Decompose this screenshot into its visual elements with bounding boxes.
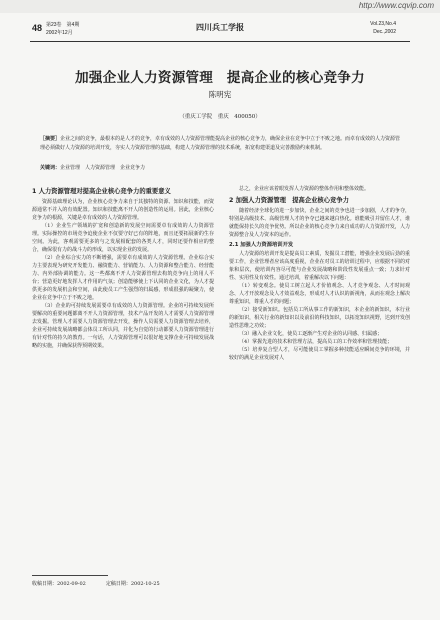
left-column [32, 184, 214, 350]
paragraph: （3）融入企业文化，使员工逐渐产生对企业的认同感、归属感； [239, 331, 383, 337]
right-column [229, 185, 410, 362]
volume-line: 第23卷 第4期 [46, 22, 80, 28]
journal-name: 四川兵工学报 [196, 23, 244, 32]
journal-header [0, 17, 440, 47]
section-1-heading: 1 人力资源管理对提高企业核心竞争力的重要意义 [32, 188, 171, 195]
paragraph: （2）接受新知识。包括员工所从事工作的新知识，本企业的新知识，本行业的新知识，相关行业的新知识以及前沿的科技知识，以拓宽知识视野，达到开发创造性思维之功效； [229, 307, 410, 329]
affiliation: （重庆工学院 重庆 400050） [179, 114, 261, 120]
source-url: http://www.cqvip.com [358, 1, 434, 10]
received-date-footnote: 收稿日期：2002-09-02 定稿日期：2002-10-25 [32, 581, 160, 587]
paragraph: 人力资源的培训开发是提高员工素质，发掘员工潜能，增强企业发展后劲的重要工作，企业管理者应该高度重视，企业在对员工的培训过程中，应根据不同的对象和层次，使培训内容尽可能与企业发展战略和阶段性发展重点一致；力求针对性、实用性及有效性。通过培训，着重解决以下问题： [229, 251, 410, 281]
keywords [40, 164, 405, 171]
date-line: 2002年12月 [46, 30, 73, 36]
abstract-text: 企业之间的竞争，最根本的是人才的竞争，卓有成效的人力资源管理能提高企业的核心竞争力，确保企业在竞争中立于不败之地。而卓有成效的人力资源管理必须做好人力资源的培训开发，夯实人力资源管理的基础，构建人力资源管理的技术系统，拓宽构建渠道及完善激励约束机制。 [40, 136, 401, 151]
page-number: 48 [32, 23, 43, 33]
abstract [40, 135, 405, 153]
volume-en: Vol.23,No.4 [370, 21, 396, 27]
article-title: 加强企业人力资源管理 提高企业的核心竞争力 [75, 70, 365, 86]
paragraph: （5）培养复合型人才，尽可能使员工掌握多种技能适应瞬间竞争的环境，并较好的满足企业发展对人 [229, 347, 410, 361]
keywords-label: 关键词： [40, 165, 61, 171]
paragraph: 资源基础理论认为，企业核心竞争力来自于其独特的资源、知识和技能，而资源通常不并入的有效配置。知识和技能离不开人的创造性的运用。因此，企业核心竞争力的根源，关键是卓有成效的人力资源管理。 [32, 199, 214, 221]
paragraph: （1）转变观念。使员工树立起人才价值观念、人才竞争观念、人才时间观念、人才开放观念及人才效益观念，形成对人才认识的新视角，从而在观念上解决尊重知识，尊重人才的问题； [229, 283, 410, 305]
paragraph: （3）企业的可持续发展需要卓有成效的人力资源管理。企业的可持续发展所要解决的重要问题都离不开人力资源管理，技术产品开发的人才需要人力资源管理去发掘。管理人才需要人力资源管理去开发，操作人员需要人力资源管理去培养，企业可持续发展战略都会体员工所认同，并化为自觉的行动都要人力资源管理进行有针对性的持久的教育。一句话，人力资源管理可以很好地支撑企业可持续发展战略的实施，并确保获得预期效果。 [32, 303, 214, 349]
footnote-rule [32, 575, 108, 576]
author: 陈明宪 [208, 90, 232, 99]
viewer-topbar [0, 0, 440, 13]
paragraph: （4）掌握先进的技术和管理方法，提高员工的工作效率和管理技能； [239, 339, 393, 345]
abstract-label: ［摘要］ [40, 136, 61, 142]
paragraph: 总之，企业应该着眼发挥人力资源的整体作用和整体效能。 [239, 186, 370, 192]
section-2-heading: 2 加强人力资源管理 提高企业核心竞争力 [229, 197, 349, 204]
paragraph: （1）企业生产领域的扩宽和创造新的发展空间需要卓有成效的人力资源管理。实际操控的市场竞争迫使企业不仅要守好已有的阵地，而且还要拓展新的生存空间。为此，客观需要更多的与之发展相配套的各类人才，同时还要作相应的整合，确保很有力的战斗力的形成，以实现企业的发展。 [32, 223, 214, 253]
paragraph: （2）企业综合实力的不断增强，需要卓有成效的人力资源管理。企业综合实力主要表现为研究开发能力、融资能力、营销能力、人力资源和整合能力、经营能力、内外部协调的能力。这一些都离不开人力资源管理去构筑竞争向上的用人平台；营造更好地发挥人才作用的气氛；创造能够使上下认同的企业文化，为人才提供更多的发展机会和空间，由此使员工产生强烈的归属感，形成很强的凝聚力，使企业在竞争中立于不败之地。 [32, 255, 214, 301]
section-2-1-heading: 2.1 加强人力资源培训开发 [229, 242, 294, 248]
paragraph: 随着经济全球化的进一步加快，企业之间的竞争也进一步加剧，人才的争夺，特别是高级技术、高级管理人才的争夺已越来越白热化。谁能吸引并留住人才，谁就能保持长久的竞争优势。所以企业的核心竞争力来自成功的人力资源开发，人力资源整合及人力资本的运作。 [229, 208, 410, 238]
header-rule [30, 41, 410, 42]
keywords-text: 企业管理 人力资源管理 企业竞争力 [60, 165, 146, 171]
date-en: Dec.,2002 [373, 29, 396, 35]
